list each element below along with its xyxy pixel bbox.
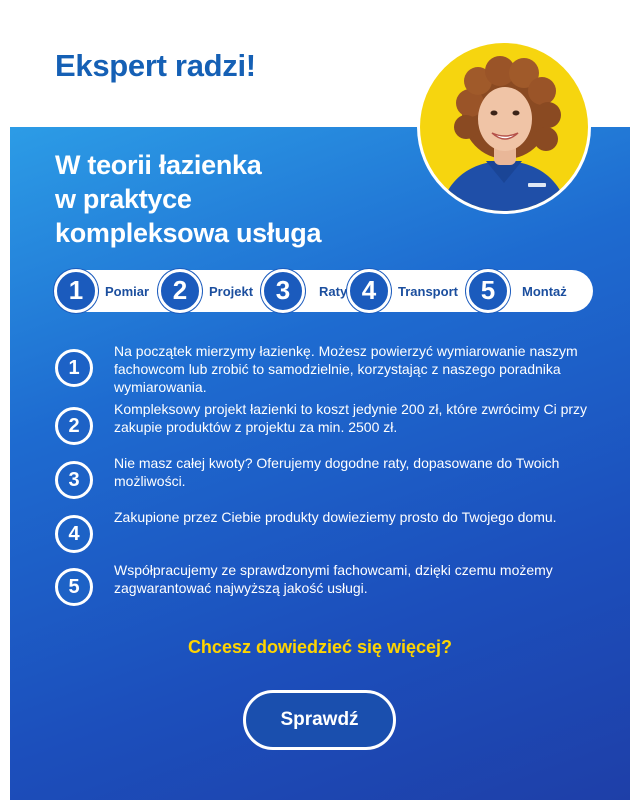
cta-question: Chcesz dowiedzieć się więcej? [187, 637, 453, 657]
item-number: 5 [55, 568, 93, 606]
step-projekt [158, 270, 253, 312]
item-text: Współpracujemy ze sprawdzonymi fachowcami, dzięki czemu możemy zagwarantować najwyższą jakość usługi. [114, 562, 553, 596]
headline-line-3: kompleksowa usługa [55, 218, 322, 248]
step-label: Montaż [522, 283, 567, 299]
expert-avatar [417, 40, 591, 214]
step-transport [347, 270, 458, 312]
headline-line-2: w praktyce [55, 184, 192, 214]
step-label: Pomiar [105, 283, 150, 299]
step-label: Raty [319, 283, 348, 299]
headline-line-1: W teorii łazienka [55, 150, 262, 180]
step-number: 5 [466, 269, 510, 313]
page-title: Ekspert radzi! [55, 48, 256, 83]
item-text: Nie masz całej kwoty? Oferujemy dogodne raty, dopasowane do Twoich możliwości. [114, 455, 560, 489]
step-label: Transport [398, 283, 458, 299]
step-label: Projekt [209, 283, 254, 299]
step-raty [261, 270, 347, 312]
headline [55, 148, 415, 250]
item-number: 3 [55, 461, 93, 499]
item-text: Zakupione przez Ciebie produkty dowieziemy prosto do Twojego domu. [114, 509, 557, 525]
step-number: 1 [54, 269, 98, 313]
item-text: Na początek mierzymy łazienkę. Możesz powierzyć wymiarowanie naszym fachowcom lub zrobić to samodzielnie, korzystając z naszego poradnika wymiarowania. [114, 343, 578, 395]
check-button[interactable]: Sprawdź [243, 690, 396, 750]
step-number: 4 [347, 269, 391, 313]
process-steps-bar [55, 270, 593, 312]
item-number: 2 [55, 407, 93, 445]
step-number: 2 [158, 269, 202, 313]
step-montaz [466, 270, 567, 312]
expert-photo [420, 43, 588, 211]
item-number: 1 [55, 349, 93, 387]
item-text: Kompleksowy projekt łazienki to koszt jedynie 200 zł, które zwrócimy Ci przy zakupie produktów z projektu za min. 2500 zł. [114, 401, 588, 435]
item-number: 4 [55, 515, 93, 553]
step-pomiar [54, 270, 149, 312]
step-number: 3 [261, 269, 305, 313]
